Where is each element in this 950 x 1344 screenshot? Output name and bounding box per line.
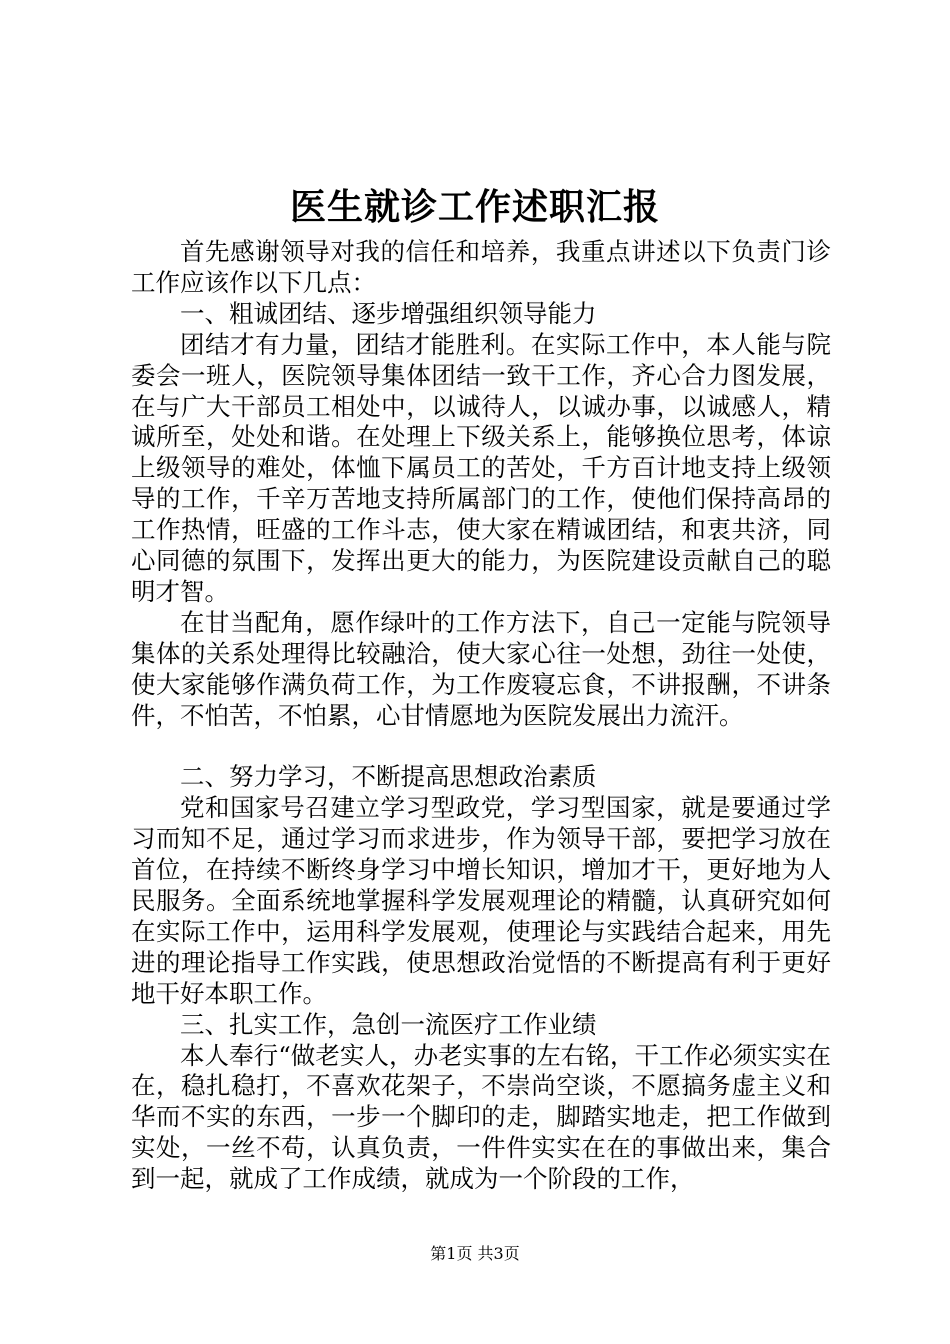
section-heading-3: 三、扎实工作，急创一流医疗工作业绩	[180, 1009, 597, 1039]
section-heading-1: 一、粗诚团结、逐步增强组织领导能力	[180, 298, 597, 328]
body-paragraph: 党和国家号召建立学习型政党，学习型国家，就是要通过学习而知不足，通过学习而求进步，作为领导干部，要把学习放在首位，在持续不断终身学习中增长知识，增加才干，更好地为人民服务。全面系统地掌握科学发展观理论的精髓，认真研究如何在实际工作中，运用科学发展观，使理论与实践结合起来，用先进的理论指导工作实践，使思想政治觉悟的不断提高有利于更好地干好本职工作。	[131, 793, 831, 1008]
body-paragraph: 团结才有力量，团结才能胜利。在实际工作中，本人能与院委会一班人，医院领导集体团结一致干工作，齐心合力图发展，在与广大干部员工相处中，以诚待人，以诚办事，以诚感人，精诚所至，处处和谐。在处理上下级关系上，能够换位思考，体谅上级领导的难处，体恤下属员工的苦处，千方百计地支持上级领导的工作，千辛万苦地支持所属部门的工作，使他们保持高昂的工作热情，旺盛的工作斗志，使大家在精诚团结，和衷共济，同心同德的氛围下，发挥出更大的能力，为医院建设贡献自己的聪明才智。	[131, 329, 831, 606]
paragraph-spacer	[131, 732, 831, 763]
section-heading-2: 二、努力学习，不断提高思想政治素质	[180, 762, 597, 792]
body-paragraph: 本人奉行“做老实人，办老实事的左右铭，干工作必须实实在在，稳扎稳打，不喜欢花架子，不崇尚空谈，不愿搞务虚主义和华而不实的东西，一步一个脚印的走，脚踏实地走，把工作做到实处，一丝不苟，认真负责，一件件实实在在的事做出来，集合到一起，就成了工作成绩，就成为一个阶段的工作，	[131, 1040, 831, 1194]
body-paragraph: 在甘当配角，愿作绿叶的工作方法下，自己一定能与院领导集体的关系处理得比较融洽，使大家心往一处想，劲往一处使，使大家能够作满负荷工作，为工作废寝忘食，不讲报酬，不讲条件，不怕苦，不怕累，心甘情愿地为医院发展出力流汗。	[131, 607, 831, 730]
intro-paragraph: 首先感谢领导对我的信任和培养，我重点讲述以下负责门诊工作应该作以下几点：	[131, 237, 831, 297]
page-number-footer: 第1页 共3页	[430, 1244, 520, 1263]
document-title: 医生就诊工作述职汇报	[289, 187, 660, 228]
document-body	[131, 237, 831, 1195]
